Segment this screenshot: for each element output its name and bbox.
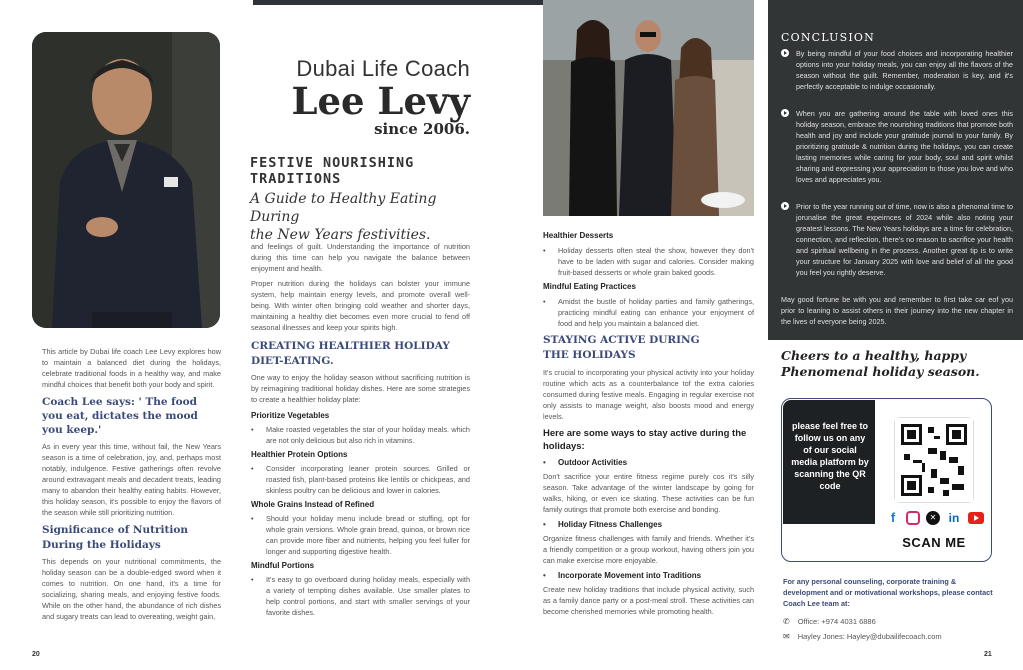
creating-text: One way to enjoy the holiday season without sacrificing nutrition is by reimagining traditional holiday dishes. Here are some strategies to create a healthier holiday plate: xyxy=(251,373,470,404)
conclusion-title: CONCLUSION xyxy=(781,31,875,44)
email-address[interactable]: Hayley Jones: Hayley@dubailifecoach.com xyxy=(797,632,942,641)
youtube-icon[interactable] xyxy=(968,512,984,524)
traditions-text: Create new holiday traditions that include physical activity, such as a family dance party or a post-meal stroll. These activities can become cherished memories while promoting health. xyxy=(543,585,754,616)
contact-block xyxy=(783,576,995,641)
group-photo xyxy=(543,0,754,216)
play-bullet-icon xyxy=(781,49,789,57)
header-since: since 2006. xyxy=(374,120,470,138)
grains-item: • Should your holiday menu include bread or stuffing, opt for whole grain versions. Whole grain bread, quinoa, or brown rice can provide more fiber and nutrients, helping you feel fuller for longer and supporting digestive health. xyxy=(251,513,470,557)
challenges-text: Organize fitness challenges with family and friends. Whether it's a friendly competition or a group workout, having others join you can make exercise more enjoyable. xyxy=(543,534,754,565)
social-icons xyxy=(886,511,984,525)
challenges-heading: • Holiday Fitness Challenges xyxy=(543,520,754,529)
linkedin-icon[interactable]: in xyxy=(948,511,960,525)
protein-heading: Healthier Protein Options xyxy=(251,450,348,459)
play-bullet-icon xyxy=(781,109,789,117)
veg-list xyxy=(251,424,470,446)
column-2 xyxy=(251,241,470,622)
col2-para-2: Proper nutrition during the holidays can bolster your immune system, help maintain energy levels, and promote overall well-being. With winter often bringing cold weather and shorter days, maintaining a healthy diet becomes even more crucial to fend off seasonal illnesses and keep your spirits high. xyxy=(251,279,470,332)
portions-list xyxy=(251,574,470,618)
conclusion-closing xyxy=(781,294,1013,327)
active-heading: STAYING ACTIVE DURING THE HOLIDAYS xyxy=(543,334,700,361)
outdoor-list xyxy=(543,458,754,467)
qr-card xyxy=(781,398,992,562)
play-bullet-icon xyxy=(781,202,789,210)
instagram-icon[interactable] xyxy=(906,511,920,525)
coach-portrait xyxy=(32,32,220,328)
conclusion-closing-text: May good fortune be with you and remember to first take car eof you prior to leaning to assist others in their journey into the new chapter in the lives of everyone being 2025. xyxy=(781,295,1013,326)
office-row xyxy=(783,617,995,626)
cheers-text: Cheers to a healthy, happy Phenomenal holiday season. xyxy=(781,348,980,379)
significance-text: This depends on your nutritional commitments, the holiday season can be a double-edged sword when it comes to nutrition. On one hand, it's a time for socializing, sharing meals, and enjoying festive foods. While on the other hand, the abundance of rich dishes and sugary treats can lead to overeating, weight gain, xyxy=(42,557,221,621)
email-row xyxy=(783,632,995,641)
veg-item: • Make roasted vegetables the star of your holiday meals. which are not only delicious but also rich in vitamins. xyxy=(251,424,470,446)
contact-intro: For any personal counseling, corporate training & development and or motivational workshops, please contact Coach Lee team at: xyxy=(783,577,993,608)
practices-heading: Mindful Eating Practices xyxy=(543,282,636,291)
quote-heading: Coach Lee says: ' The food you eat, dictates the mood you keep.' xyxy=(42,396,198,436)
page-number-right: 21 xyxy=(984,651,992,658)
portions-heading: Mindful Portions xyxy=(251,561,315,570)
page-number-left: 20 xyxy=(32,651,40,658)
scan-me-label: SCAN ME xyxy=(902,535,966,550)
grains-heading: Whole Grains Instead of Refined xyxy=(251,500,375,509)
creating-heading: CREATING HEALTHIER HOLIDAY DIET-EATING. xyxy=(251,340,450,367)
article-subtitle-2: the New Years festivities. xyxy=(250,227,431,243)
top-bar xyxy=(253,0,543,5)
cheers-block xyxy=(781,348,1006,380)
veg-heading: Prioritize Vegetables xyxy=(251,411,330,420)
desserts-heading: Healthier Desserts xyxy=(543,231,614,240)
conclusion-item xyxy=(781,48,1013,92)
portions-item: • It's easy to go overboard during holiday meals, especially with a variety of tempting dishes available. Use smaller plates to help control portions, and start with smaller servings of your favorite dishes. xyxy=(251,574,470,618)
header-subtitle: Dubai Life Coach xyxy=(296,56,470,81)
desserts-list xyxy=(543,245,754,278)
col2-para-1: and feelings of guilt. Understanding the importance of nutrition during this time can help you navigate the balance between enjoyment and health. xyxy=(251,242,470,273)
intro-text: This article by Dubai life coach Lee Levy explores how to maintain a balanced diet during the holidays, celebrate traditional foods in a healthy way, and make mindful choices that benefit both your body and spirit. xyxy=(42,347,221,389)
practices-list xyxy=(543,296,754,329)
protein-item: • Consider incorporating leaner protein sources. Grilled or roasted fish, plant-based proteins like lentils or chickpeas, and skinless poultry can be delicious and lower in calories. xyxy=(251,463,470,496)
practices-item: • Amidst the bustle of holiday parties and family gatherings, practicing mindful eating can enhance your enjoyment of food and help you maintain a balanced diet. xyxy=(543,296,754,329)
outdoor-heading: • Outdoor Activities xyxy=(543,458,754,467)
grains-list xyxy=(251,513,470,557)
article-title-block xyxy=(250,155,480,244)
outdoor-text: Don't sacrifice your entire fitness regime purely cos it's silly season. Take advantage of the winter landscape by going for walks, hiking, or even ice skating. These activities can be fun family outings that promote both exercise and bonding. xyxy=(543,472,754,514)
para-1: As in every year this time, without fail, the New Years season is a time of celebration, joy, and, perhaps most notably, indulgence. Festive gatherings often revolve around extravagant meals and decadent treats, leading many to abandon their healthy eating habits. However, this holiday season, it's possible to enjoy the flavors of the season while still prioritizing nutrition. xyxy=(42,442,221,517)
article-title: FESTIVE NOURISHING TRADITIONS xyxy=(250,155,415,187)
ways-heading: Here are some ways to stay active during the holidays: xyxy=(543,428,747,452)
header-block xyxy=(280,56,470,138)
active-text: It's crucial to incorporating your physical activity into your holiday routine which acts as a counterbalance tof the extra calories consumed during festive meals. Engaging in regular exercise not only assists to manage weight, also boosts mood and energy levels. xyxy=(543,368,754,421)
article-subtitle-1: A Guide to Healthy Eating During xyxy=(250,191,437,225)
mail-icon: ✉ xyxy=(783,632,790,641)
conclusion-item-text: When you are gathering around the table with loved ones this holiday season, embrace the nourishing traditions that promote both health and joy and include your gratitude journal to your family. By prioritizing gratitude & nutrition during the holidays, you can create lasting memories while caring for your body, soul and spirit whilst sharing and expressing your appreciation to those you love and who loves and appreciates you. xyxy=(796,109,1013,184)
qr-text-panel xyxy=(783,400,875,524)
header-name: Lee Levy xyxy=(291,79,470,123)
desserts-item: • Holiday desserts often steal the show, however they don't have to be laden with sugar and calories. Consider making fruit-based desserts or whole grain baked goods. xyxy=(543,245,754,278)
traditions-list xyxy=(543,571,754,580)
column-3 xyxy=(543,231,754,617)
protein-list xyxy=(251,463,470,496)
conclusion-panel xyxy=(768,0,1023,340)
traditions-heading: • Incorporate Movement into Traditions xyxy=(543,571,754,580)
facebook-icon[interactable]: f xyxy=(890,510,896,525)
conclusion-item-text: Prior to the year running out of time, now is also a phenomal time to jorunalise the great expeirnces of 2024 while also noting your greatest lessons. The New Years holidays are a time for celebration, connection, and reflection, there's no reason to sacrifice your health and spiritual wellbeing in the process. Another great tip is to write your structure for January 2025 with love and belief of all the good you feel you rightly deserve. xyxy=(796,202,1013,277)
conclusion-item-text: By being mindful of your food choices and incorporating healthier options into your holiday meals, you can enjoy all the flavors of the season without the guilt. Remember, moderation is key, and it's perfectly acceptable to indulge occasionally. xyxy=(796,49,1013,91)
qr-code[interactable] xyxy=(894,417,974,503)
conclusion-item xyxy=(781,201,1013,278)
qr-follow-text: please feel free to follow us on any of our social media platform by scanning the QR code xyxy=(791,421,869,491)
column-1 xyxy=(42,346,221,622)
x-icon[interactable]: ✕ xyxy=(926,511,940,525)
significance-heading: Significance of Nutrition During the Holidays xyxy=(42,524,188,551)
phone-icon: ✆ xyxy=(783,617,790,626)
conclusion-item xyxy=(781,108,1013,185)
office-phone[interactable]: Office: +974 4031 6886 xyxy=(797,617,876,626)
challenges-list xyxy=(543,520,754,529)
